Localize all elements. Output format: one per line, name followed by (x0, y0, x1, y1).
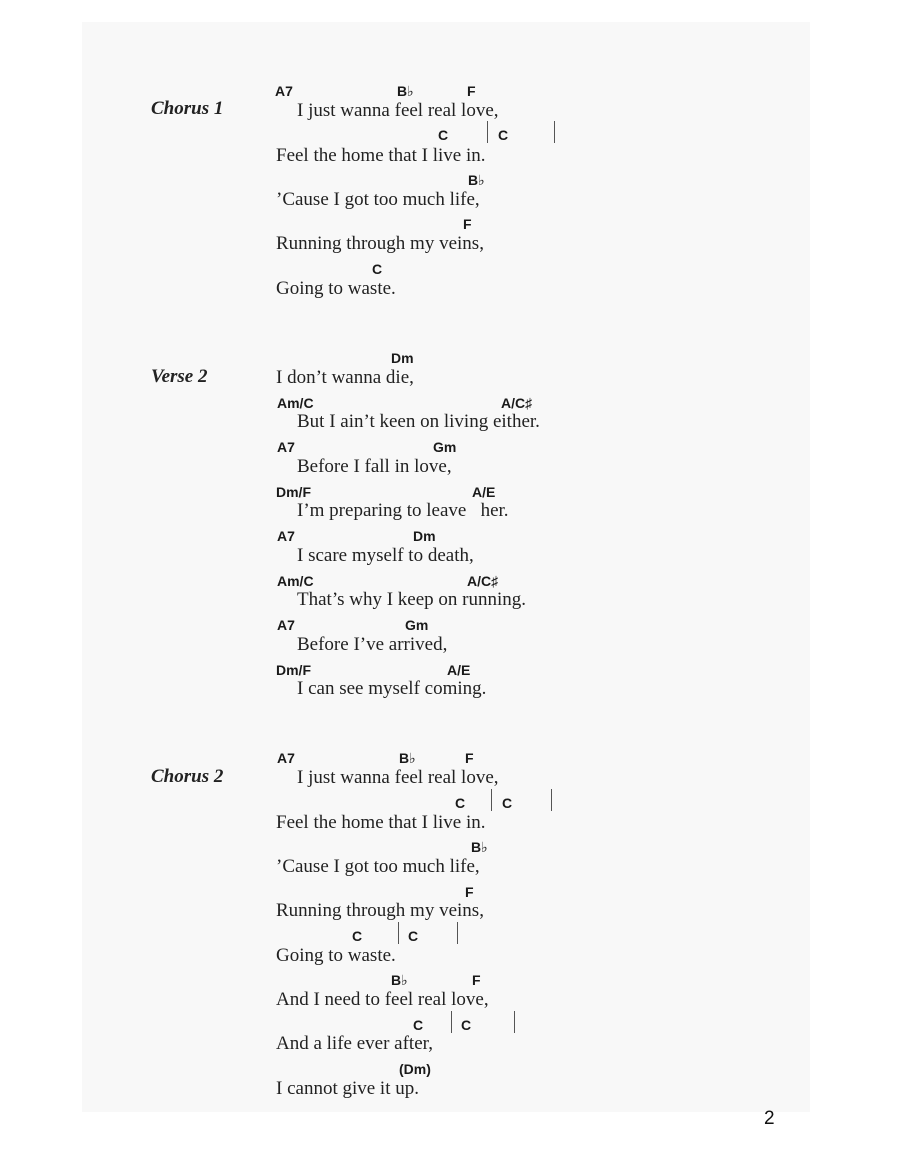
chord: A/E (447, 662, 471, 678)
chord: C (498, 127, 509, 143)
lyric-line: Before I’ve arrived, (297, 634, 448, 655)
chord: A7 (277, 528, 295, 544)
lyric-line: ’Cause I got too much life, (276, 856, 480, 877)
lyric-line: Going to waste. (276, 278, 396, 299)
lyric-line: And I need to feel real love, (276, 989, 489, 1010)
lyric-line: I cannot give it up. (276, 1078, 419, 1099)
lyric-line: That’s why I keep on running. (297, 589, 527, 610)
chord: A/C♯ (467, 573, 499, 589)
section-label: Chorus 1 (151, 98, 224, 119)
lyric-line: I can see myself coming. (297, 678, 487, 699)
chord: A7 (277, 617, 295, 633)
bar-line (491, 789, 492, 811)
lyric-line: And a life ever after, (276, 1033, 433, 1054)
chord: Dm/F (276, 484, 311, 500)
chord: A7 (277, 439, 295, 455)
chord: Gm (405, 617, 429, 633)
lyric-line: I just wanna feel real love, (297, 100, 499, 121)
chord: (Dm) (399, 1061, 431, 1077)
chord: B♭ (391, 972, 408, 988)
chord: C (502, 795, 513, 811)
chord: F (472, 972, 481, 988)
page-number: 2 (764, 1108, 775, 1129)
chord: C (438, 127, 449, 143)
chord: C (372, 261, 383, 277)
chord: B♭ (397, 83, 414, 99)
chord: Am/C (277, 573, 314, 589)
chord: A/E (472, 484, 496, 500)
lyric-line: Feel the home that I live in. (276, 145, 486, 166)
section-label: Chorus 2 (151, 766, 224, 787)
chord: C (408, 928, 419, 944)
chord: Dm (391, 350, 414, 366)
chord: B♭ (399, 750, 416, 766)
lyric-line: Running through my veins, (276, 233, 484, 254)
chord: F (467, 83, 476, 99)
lyric-line: Running through my veins, (276, 900, 484, 921)
bar-line (457, 922, 458, 944)
chord: F (463, 216, 472, 232)
chord: C (455, 795, 466, 811)
chord: C (461, 1017, 472, 1033)
lyric-line: Feel the home that I live in. (276, 812, 486, 833)
lyric-line: I don’t wanna die, (276, 367, 414, 388)
chord: B♭ (471, 839, 488, 855)
lyric-line: I just wanna feel real love, (297, 767, 499, 788)
chord: C (413, 1017, 424, 1033)
bar-line (551, 789, 552, 811)
chord: F (465, 750, 474, 766)
section-label: Verse 2 (151, 366, 208, 387)
chord: Gm (433, 439, 457, 455)
chord: F (465, 884, 474, 900)
chord: B♭ (468, 172, 485, 188)
bar-line (554, 121, 555, 143)
chord: Dm/F (276, 662, 311, 678)
chord: A/C♯ (501, 395, 533, 411)
lyric-line: Before I fall in love, (297, 456, 452, 477)
lyric-line: Going to waste. (276, 945, 396, 966)
chord: A7 (277, 750, 295, 766)
chord: Dm (413, 528, 436, 544)
bar-line (451, 1011, 452, 1033)
lead-sheet (82, 22, 810, 1112)
lyric-line: I scare myself to death, (297, 545, 474, 566)
chord: Am/C (277, 395, 314, 411)
bar-line (487, 121, 488, 143)
bar-line (398, 922, 399, 944)
chord: C (352, 928, 363, 944)
lyric-line: ’Cause I got too much life, (276, 189, 480, 210)
lyric-line: I’m preparing to leave her. (297, 500, 509, 521)
chord: A7 (275, 83, 293, 99)
lyric-line: But I ain’t keen on living either. (297, 411, 540, 432)
bar-line (514, 1011, 515, 1033)
